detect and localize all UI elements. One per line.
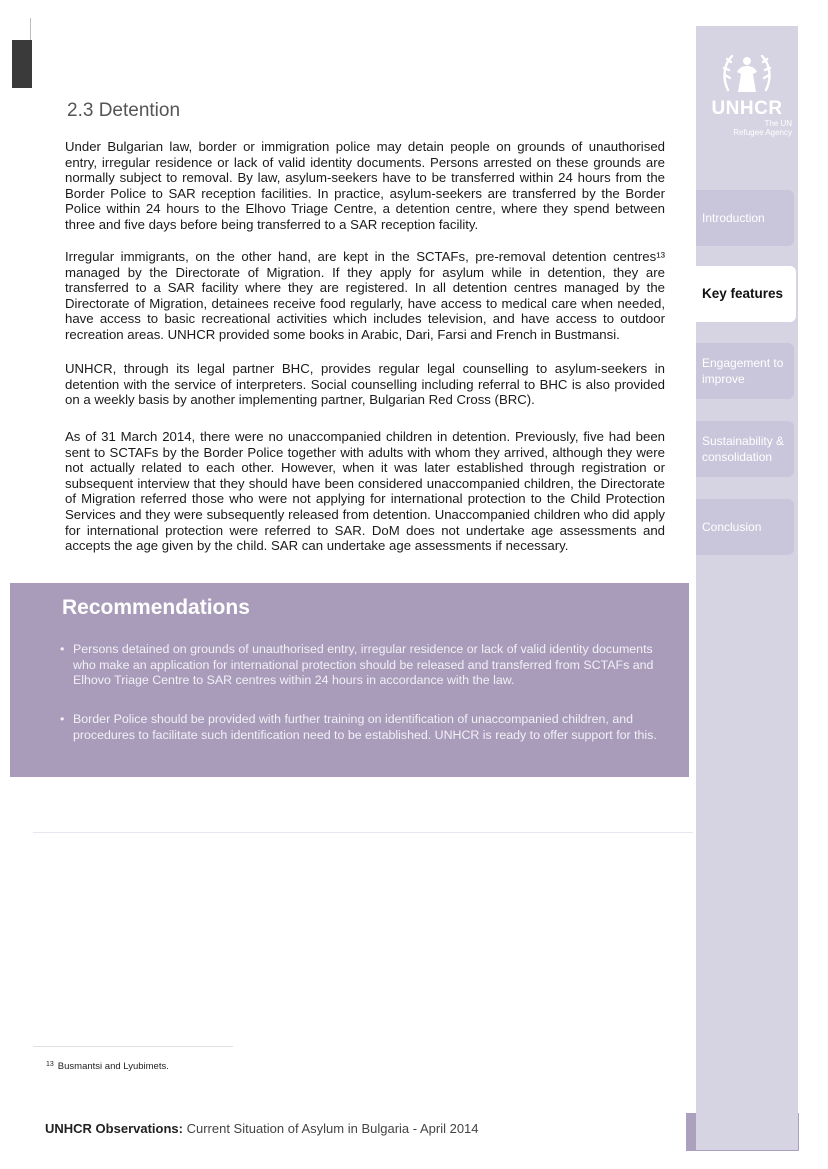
- bullet-icon: •: [60, 712, 65, 726]
- logo-subtitle-line1: The UN: [764, 119, 792, 128]
- page-edge-line: [30, 18, 31, 40]
- recommendations-title: Recommendations: [62, 596, 250, 619]
- footnote: [46, 1061, 169, 1072]
- footer-title: [45, 1121, 479, 1136]
- logo-subtitle-line2: Refugee Agency: [733, 128, 792, 137]
- paragraph-1: Under Bulgarian law, border or immigration police may detain people on grounds of unauthorised entry, irregular residence or lack of valid identity documents. Persons arrested on these grounds are normally subject to removal. By law, asylum-seekers have to be transferred within 24 hours from the Border Police to SAR reception facilities. In practice, asylum-seekers are transferred by the Border Police within 24 hours to the Elhovo Triage Centre, a detention centre, where they spend between three and five days before being transferred to a SAR reception facility.: [65, 139, 665, 232]
- unhcr-logo: [696, 48, 798, 137]
- paragraph-3: UNHCR, through its legal partner BHC, provides regular legal counselling to asylum-seekers in detention with the service of interpreters. Social counselling including referral to BHC is also provided on a weekly basis by another implementing partner, Bulgarian Red Cross (BRC).: [65, 361, 665, 408]
- nav-introduction[interactable]: Introduction: [696, 190, 794, 246]
- nav-sustainability-consolidation[interactable]: Sustainability & consolidation: [696, 421, 794, 477]
- logo-name: UNHCR: [711, 98, 783, 119]
- nav-conclusion[interactable]: Conclusion: [696, 499, 794, 555]
- nav-engagement-to-improve[interactable]: Engagement to improve: [696, 343, 794, 399]
- footnote-text: Busmantsi and Lyubimets.: [57, 1061, 169, 1072]
- divider: [33, 832, 693, 833]
- recommendation-text: Persons detained on grounds of unauthorised entry, irregular residence or lack of valid identity documents who make an application for international protection should be released and transferred from SCTAFs and Elhovo Triage Centre to SAR centres within 24 hours in accordance with the law.: [73, 642, 654, 687]
- footer-title-bold: UNHCR Observations:: [45, 1121, 183, 1136]
- paragraph-2: Irregular immigrants, on the other hand, are kept in the SCTAFs, pre-removal detention centres¹³ managed by the Directorate of Migration. If they apply for asylum while in detention, they are transferred to a SAR facility where they are registered. In all detention centres managed by the Directorate of Migration, detainees receive food regularly, have access to medical care when needed, have access to basic recreational activities which includes television, and have access to outdoor recreation areas. UNHCR provided some books in Arabic, Dari, Farsi and French in Bustmansi.: [65, 249, 665, 342]
- paragraph-4: As of 31 March 2014, there were no unaccompanied children in detention. Previously, five had been sent to SCTAFs by the Border Police together with adults with whom they arrived, although they were not actually related to each other. However, when it was later established through registration or subsequent interview that they should have been considered unaccompanied children, the Directorate of Migration referred those who were not applying for international protection to the Child Protection Services and they were subsequently released from detention. Unaccompanied children who did apply for international protection were referred to SAR. DoM does not undertake age assessments and accepts the age given by the child. SAR can undertake age assessments if necessary.: [65, 429, 665, 554]
- unhcr-emblem-icon: [720, 48, 774, 98]
- binding-mark: [12, 40, 32, 88]
- section-heading: 2.3 Detention: [67, 100, 181, 121]
- nav-key-features[interactable]: Key features: [696, 266, 796, 322]
- recommendation-text: Border Police should be provided with further training on identification of unaccompanied children, and procedures to facilitate such identification need to be established. UNHCR is ready to offer support for this.: [73, 712, 657, 742]
- recommendations-box: [10, 583, 689, 777]
- footnote-divider: [33, 1046, 233, 1047]
- bullet-icon: •: [60, 642, 65, 656]
- recommendation-item: [60, 712, 660, 743]
- footer-title-rest: Current Situation of Asylum in Bulgaria - April 2014: [182, 1121, 479, 1136]
- footnote-number: 13: [46, 1061, 54, 1068]
- sidebar: [696, 26, 798, 1150]
- recommendation-item: [60, 642, 660, 689]
